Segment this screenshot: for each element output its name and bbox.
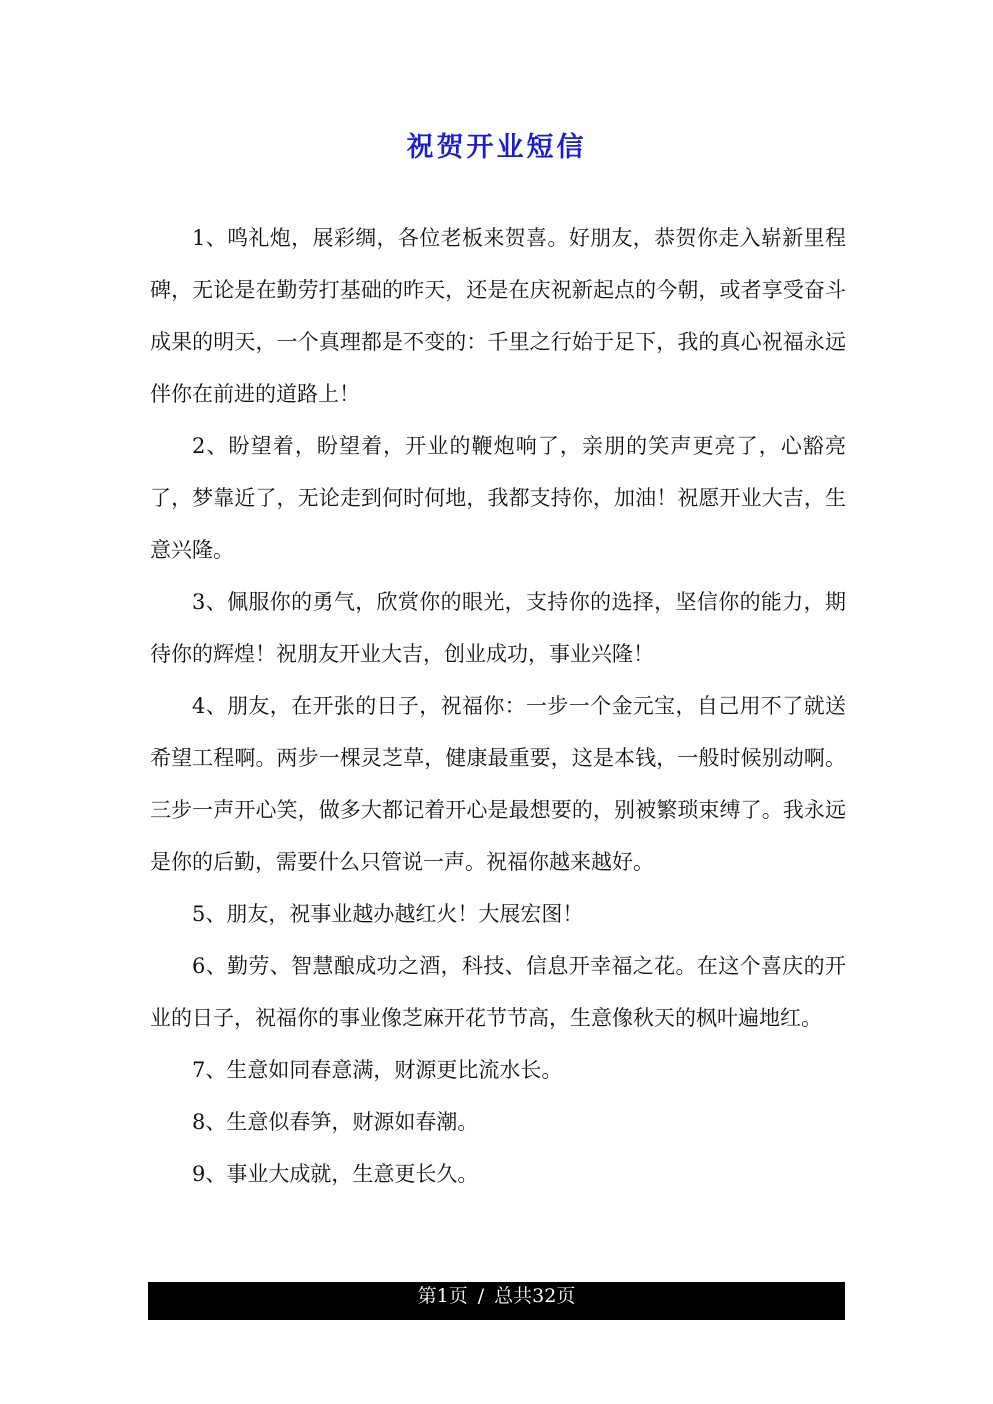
page-total: 总共32页	[494, 1285, 576, 1307]
paragraph-9: 9、事业大成就，生意更长久。	[192, 1162, 479, 1186]
paragraph-7: 7、生意如同春意满，财源更比流水长。	[192, 1058, 563, 1082]
paragraph-3: 3、佩服你的勇气，欣赏你的眼光，支持你的选择，坚信你的能力，期待你的辉煌！祝朋友开业大吉，创业成功，事业兴隆！	[150, 590, 846, 666]
paragraph-2: 2、盼望着，盼望着，开业的鞭炮响了，亲朋的笑声更亮了，心豁亮了，梦靠近了，无论走到何时何地，我都支持你，加油！祝愿开业大吉，生意兴隆。	[150, 434, 846, 562]
page-footer	[148, 1282, 845, 1320]
paragraph-8: 8、生意似春笋，财源如春潮。	[192, 1110, 479, 1134]
document-body	[150, 212, 846, 1200]
paragraph-6: 6、勤劳、智慧酿成功之酒，科技、信息开幸福之花。在这个喜庆的开业的日子，祝福你的事业像芝麻开花节节高，生意像秋天的枫叶遍地红。	[150, 954, 846, 1030]
page-separator: /	[477, 1285, 485, 1307]
document-title: 祝贺开业短信	[406, 132, 587, 163]
paragraph-1: 1、鸣礼炮，展彩绸，各位老板来贺喜。好朋友，恭贺你走入崭新里程碑，无论是在勤劳打基础的昨天，还是在庆祝新起点的今朝，或者享受奋斗成果的明天，一个真理都是不变的：千里之行始于足下，我的真心祝福永远伴你在前进的道路上！	[150, 226, 846, 406]
paragraph-4: 4、朋友，在开张的日子，祝福你：一步一个金元宝，自己用不了就送希望工程啊。两步一棵灵芝草，健康最重要，这是本钱，一般时候别动啊。三步一声开心笑，做多大都记着开心是最想要的，别被繁琐束缚了。我永远是你的后勤，需要什么只管说一声。祝福你越来越好。	[150, 694, 846, 874]
paragraph-5: 5、朋友，祝事业越办越红火！大展宏图！	[192, 902, 584, 926]
page-number: 第1页	[417, 1285, 468, 1307]
